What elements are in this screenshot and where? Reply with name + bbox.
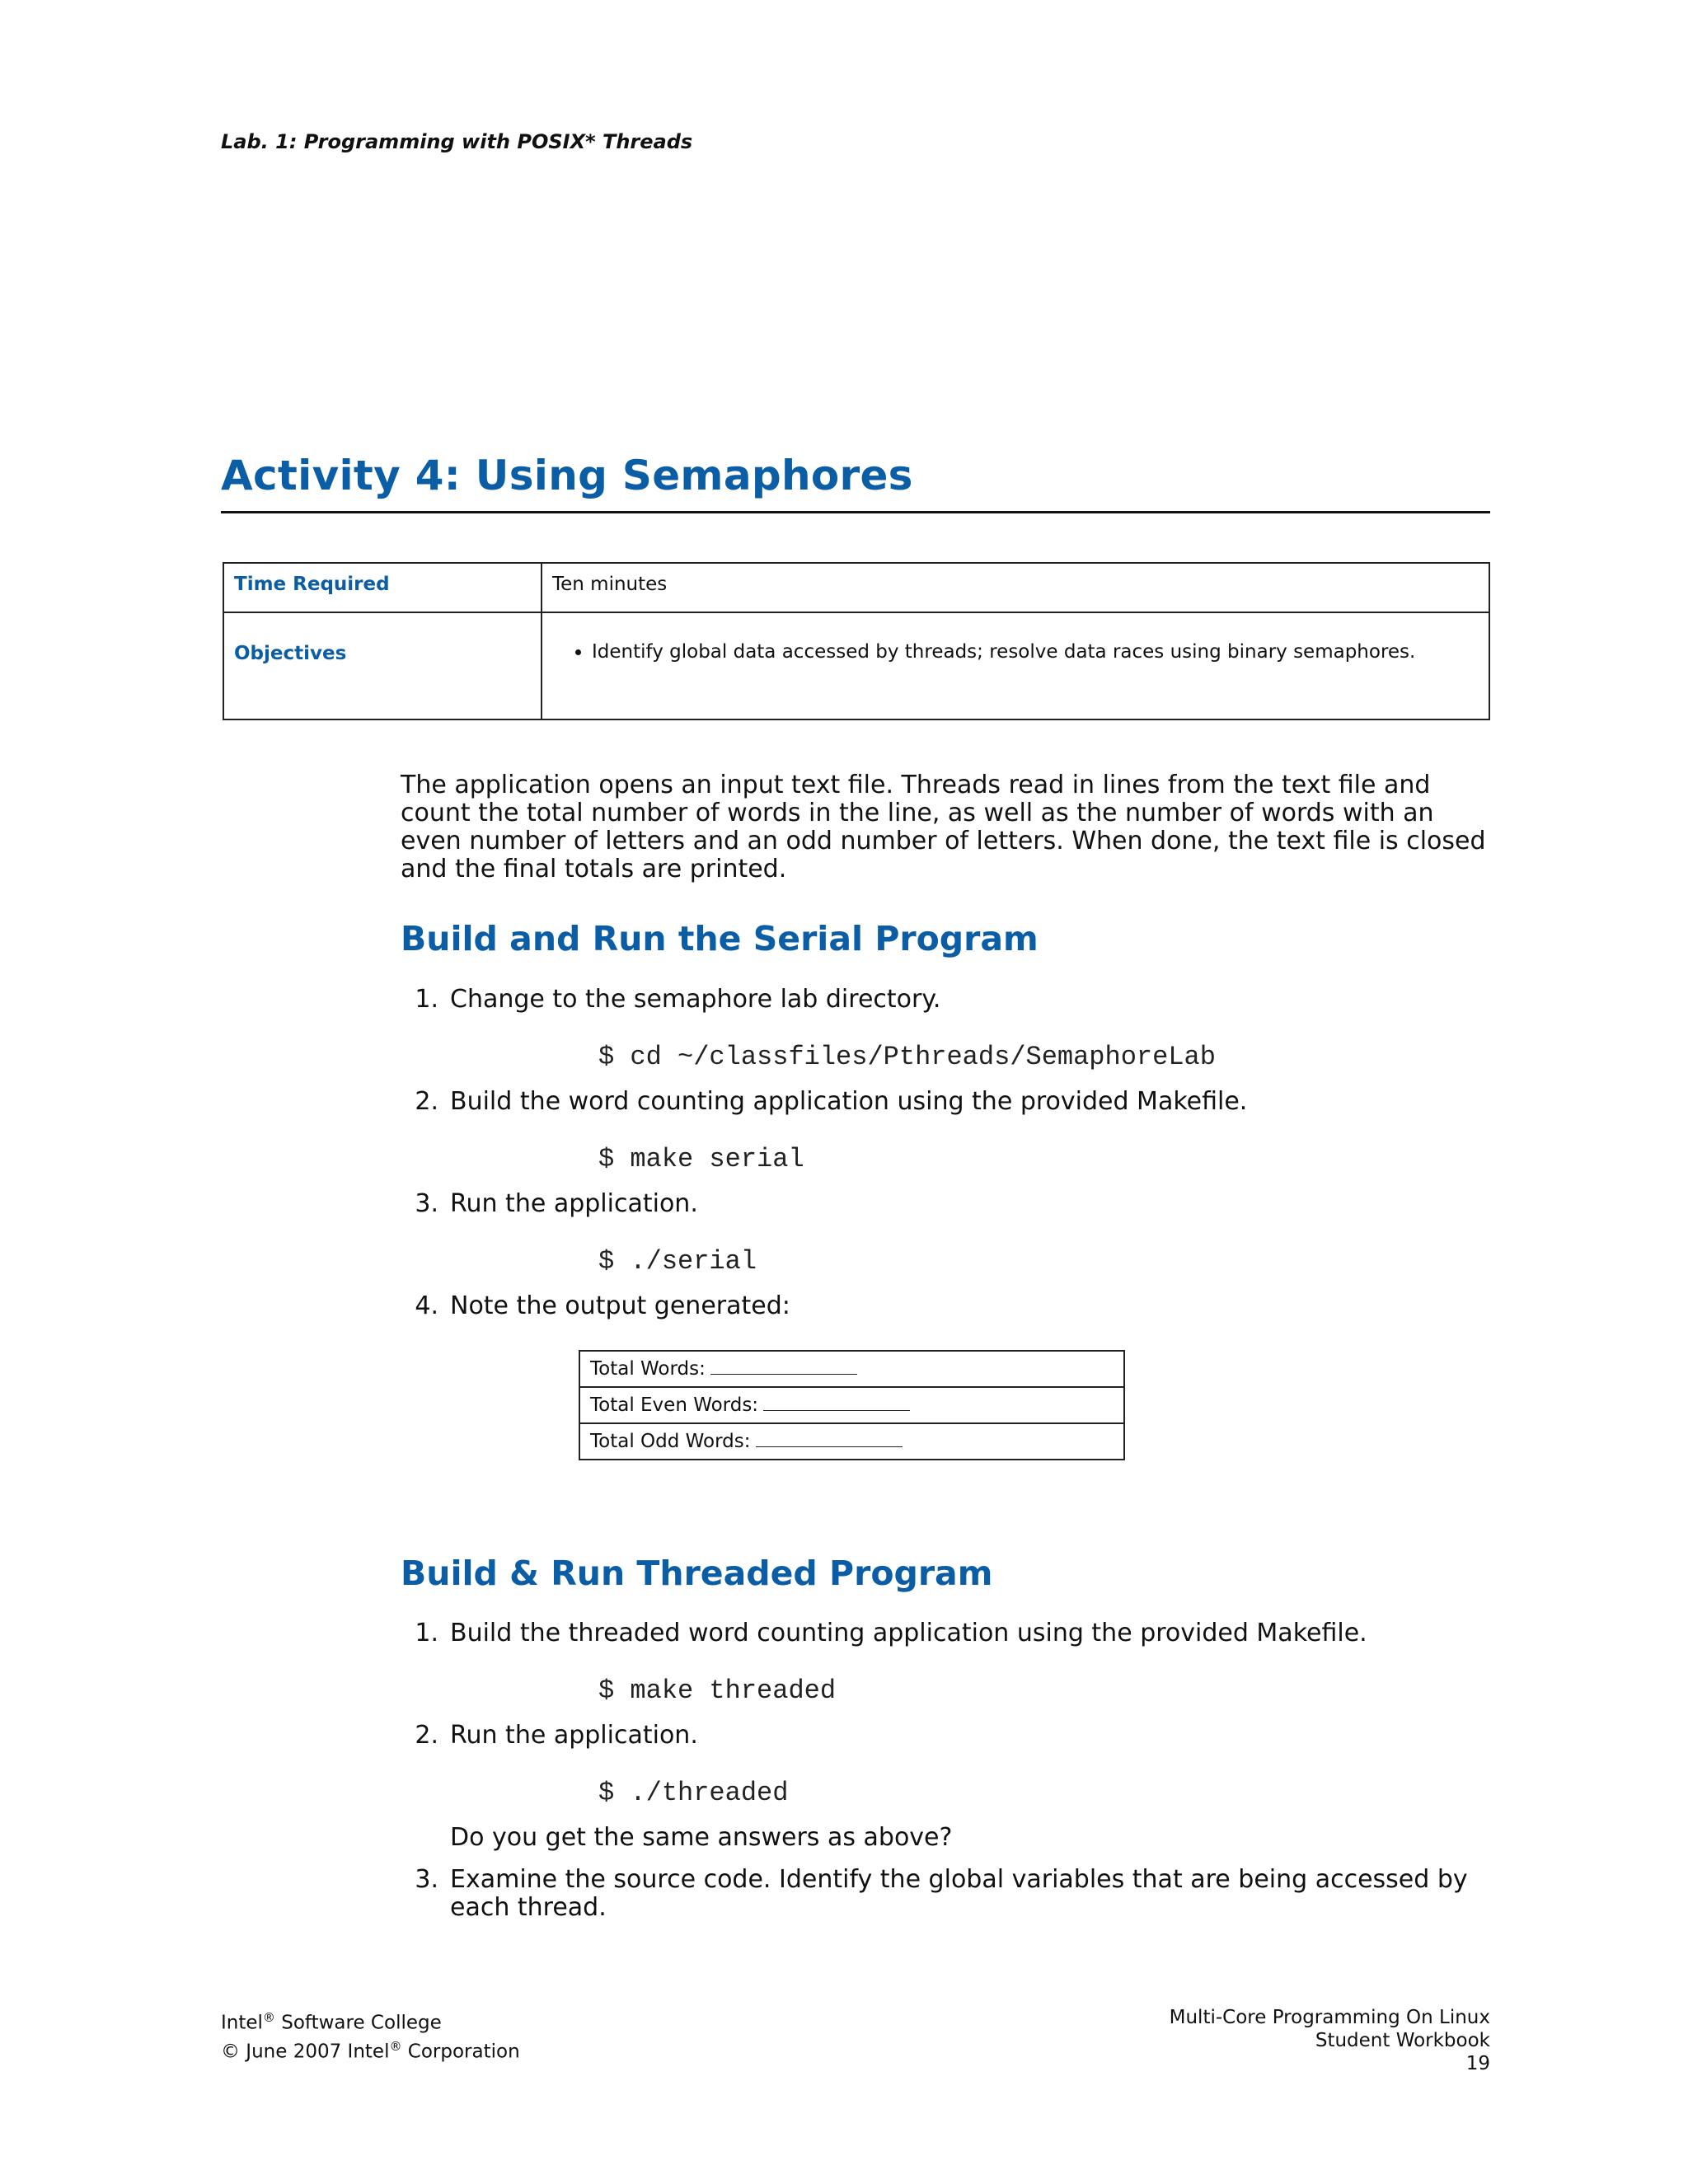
- running-header: Lab. 1: Programming with POSIX* Threads: [221, 130, 693, 153]
- threaded-step-3-continued: each thread.: [450, 1893, 607, 1922]
- output-label: Total Words:: [590, 1358, 706, 1380]
- registered-mark: ®: [389, 2038, 402, 2054]
- intro-paragraph: The application opens an input text file. Threads read in lines from the text file and count the total number of words in the line, as well as the number of words with an even number of letters and an odd number of letters. When done, the text file is closed and the final totals are printed.: [401, 771, 1486, 883]
- output-cell-total-odd-words: [579, 1423, 1124, 1460]
- page-number: 19: [1465, 2053, 1490, 2074]
- registered-mark: ®: [262, 2010, 275, 2025]
- title-rule: [221, 511, 1490, 513]
- step-text: Run the application.: [450, 1721, 698, 1750]
- step-number: 4.: [415, 1291, 438, 1320]
- threaded-step-2: [401, 1721, 698, 1750]
- output-label: Total Odd Words:: [590, 1431, 751, 1452]
- step-text: Build the threaded word counting application using the provided Makefile.: [450, 1619, 1367, 1647]
- time-required-value: Ten minutes: [542, 563, 1489, 612]
- footer-right: [1170, 2006, 1490, 2075]
- question-text: Do you get the same answers as above?: [450, 1823, 953, 1852]
- step-number: 3.: [415, 1865, 438, 1894]
- output-cell-total-even-words: [579, 1387, 1124, 1423]
- footer-copyright-text: © June 2007 Intel: [221, 2041, 390, 2063]
- serial-step-4: [401, 1291, 790, 1320]
- footer-left-line1: [221, 2006, 520, 2035]
- step-text: Build the word counting application using the provided Makefile.: [450, 1087, 1248, 1116]
- footer-corporation-text: Corporation: [401, 2041, 520, 2063]
- footer-intel-text: Intel: [221, 2012, 263, 2034]
- command-run-threaded: $ ./threaded: [598, 1778, 789, 1808]
- step-number: 1.: [415, 1619, 438, 1647]
- info-row-objectives: [223, 612, 1489, 719]
- footer-course-title: Multi-Core Programming On Linux: [1169, 2007, 1490, 2028]
- footer-college-text: Software College: [274, 2012, 442, 2034]
- section-title-serial: Build and Run the Serial Program: [401, 919, 1039, 958]
- output-cell-total-words: [579, 1351, 1124, 1387]
- info-table: [223, 562, 1490, 720]
- step-number: 3.: [415, 1189, 438, 1218]
- objective-item: • Identify global data accessed by threads; resolve data races using binary semaphores.: [592, 641, 1479, 663]
- step-text: Note the output generated:: [450, 1291, 790, 1320]
- serial-step-3: [401, 1189, 698, 1218]
- objectives-list: [552, 641, 1479, 663]
- footer-left: [221, 2006, 520, 2063]
- step-number: 2.: [415, 1087, 438, 1116]
- step-text: Run the application.: [450, 1189, 698, 1218]
- objectives-cell: [542, 612, 1489, 719]
- output-label: Total Even Words:: [590, 1394, 759, 1416]
- command-make-threaded: $ make threaded: [598, 1675, 837, 1706]
- output-table: [579, 1350, 1125, 1460]
- footer-left-line2: [221, 2035, 520, 2064]
- step-text: Examine the source code. Identify the global variables that are being accessed by: [450, 1865, 1468, 1894]
- serial-step-1: [401, 985, 940, 1014]
- answer-blank: [756, 1432, 903, 1447]
- output-row: [579, 1387, 1124, 1423]
- threaded-step-1: [401, 1619, 1367, 1647]
- time-required-label: Time Required: [223, 563, 542, 612]
- command-cd: $ cd ~/classfiles/Pthreads/SemaphoreLab: [598, 1042, 1216, 1072]
- section-title-threaded: Build & Run Threaded Program: [401, 1554, 993, 1593]
- output-row: [579, 1423, 1124, 1460]
- footer-workbook: Student Workbook: [1315, 2030, 1490, 2051]
- threaded-step-3: [401, 1865, 1468, 1894]
- step-number: 1.: [415, 985, 438, 1014]
- activity-title: Activity 4: Using Semaphores: [221, 452, 913, 499]
- command-make-serial: $ make serial: [598, 1144, 804, 1174]
- objectives-label: Objectives: [223, 612, 542, 719]
- step-text: Change to the semaphore lab directory.: [450, 985, 941, 1014]
- answer-blank: [710, 1359, 857, 1375]
- command-run-serial: $ ./serial: [598, 1246, 757, 1277]
- output-row: [579, 1351, 1124, 1387]
- serial-step-2: [401, 1087, 1247, 1116]
- answer-blank: [763, 1395, 910, 1411]
- step-number: 2.: [415, 1721, 438, 1750]
- info-row-time: [223, 563, 1489, 612]
